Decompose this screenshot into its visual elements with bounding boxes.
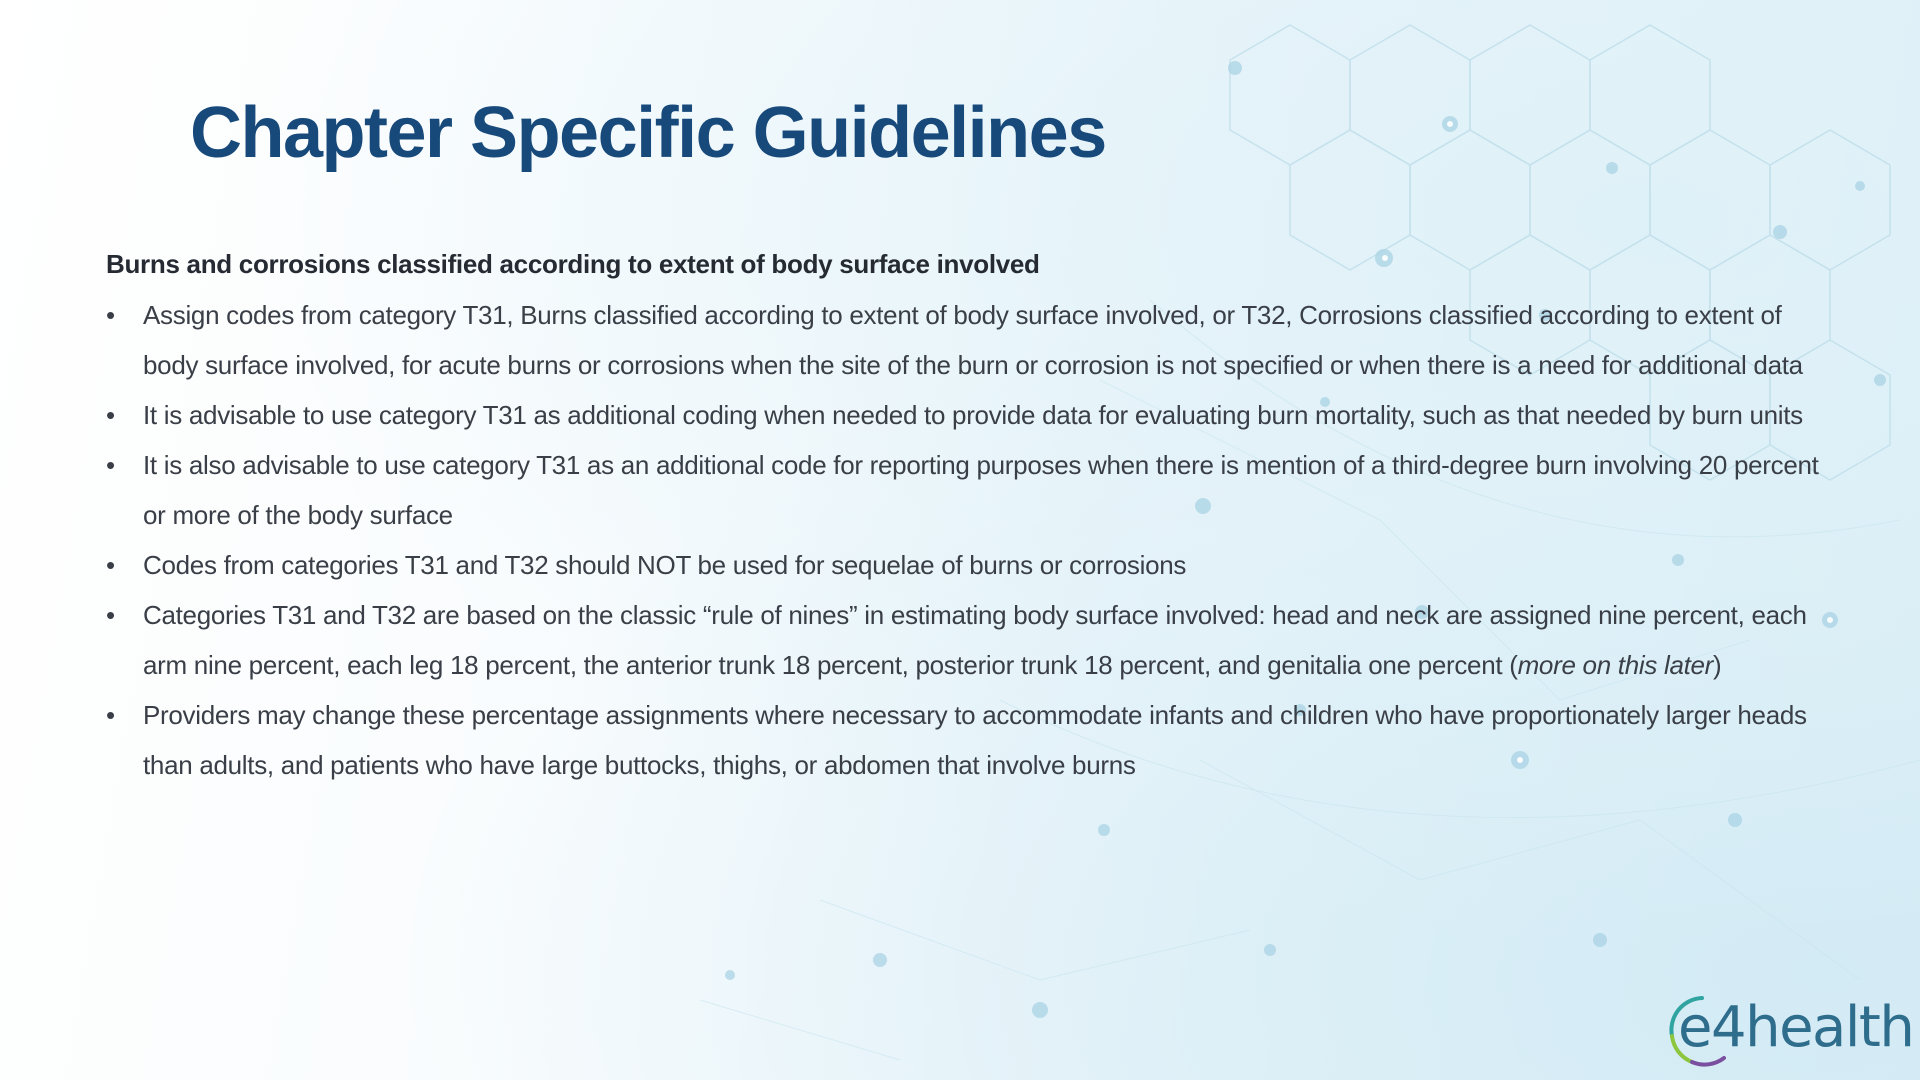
bullet-item [106,290,1826,390]
logo-wordmark: e4health [1678,995,1914,1060]
bullet-text-end: ) [1713,650,1722,680]
bullet-text-main: Categories T31 and T32 are based on the classic “rule of nines” in estimating body surface involved: head and neck are assigned nine percent, each arm nine percent, each leg 18 percent, the anterior trunk 18 percent, posterior trunk 18 percent, and genitalia one percent ( [143,600,1807,680]
bullet-icon: • [106,300,115,330]
bullet-text: Assign codes from category T31, Burns classified according to extent of body surface involved, or T32, Corrosions classified according to extent of body surface involved, for acute burns or corrosions when the site of the burn or corrosion is not specified or when there is a need for additional data [143,300,1803,380]
bullet-text-emphasis: more on this later [1517,650,1714,680]
bullet-item [106,690,1826,790]
bullet-icon: • [106,400,115,430]
bullet-text: It is also advisable to use category T31 as an additional code for reporting purposes when there is mention of a third-degree burn involving 20 percent or more of the body surface [143,450,1819,530]
bullet-item [106,390,1826,440]
slide-content [106,244,1826,790]
section-subheading: Burns and corrosions classified according to extent of body surface involved [106,249,1040,279]
bullet-text: Codes from categories T31 and T32 should NOT be used for sequelae of burns or corrosions [143,550,1187,580]
bullet-text: It is advisable to use category T31 as additional coding when needed to provide data for evaluating burn mortality, such as that needed by burn units [143,400,1803,430]
bullet-item [106,590,1826,690]
e4health-logo [1662,992,1914,1068]
bullet-text [143,600,1807,680]
bullet-item [106,540,1826,590]
bullet-item [106,440,1826,540]
bullet-icon: • [106,450,115,480]
bullet-list [106,290,1826,790]
bullet-icon: • [106,550,115,580]
page-title: Chapter Specific Guidelines [190,93,1106,173]
bullet-icon: • [106,700,115,730]
bullet-icon: • [106,600,115,630]
bullet-text: Providers may change these percentage assignments where necessary to accommodate infants and children who have proportionately larger heads than adults, and patients who have large buttocks, thighs, or abdomen that involve burns [143,700,1807,780]
